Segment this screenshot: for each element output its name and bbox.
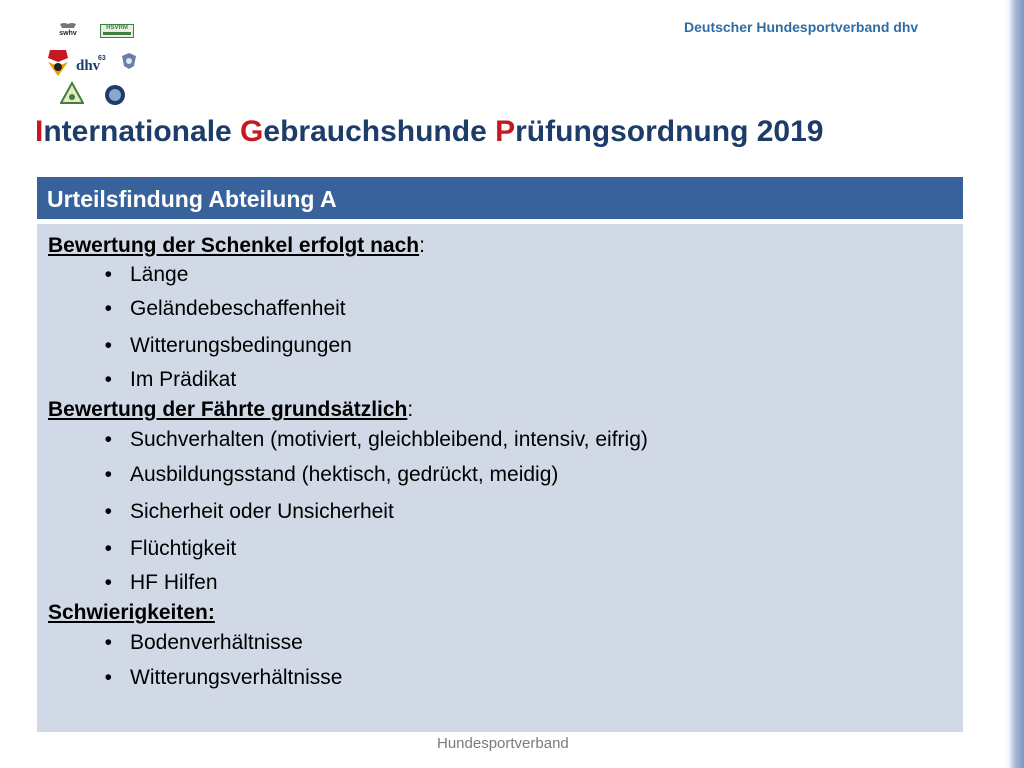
table-header: Urteilsfindung Abteilung A bbox=[37, 177, 963, 222]
swhv-logo-text: swhv bbox=[59, 30, 77, 36]
page-title bbox=[35, 115, 823, 149]
dhv-logo bbox=[74, 52, 114, 74]
footer-text: Hundesportverband bbox=[437, 735, 569, 752]
title-part-gebrauchshunde: ebrauchshunde bbox=[263, 115, 496, 148]
list-item: • Sicherheit oder Unsicherheit bbox=[48, 493, 963, 530]
list-item: • Im Prädikat bbox=[48, 364, 963, 396]
dog-club-badge-icon bbox=[44, 48, 72, 78]
bullet-icon: • bbox=[104, 500, 112, 523]
hsvrm-logo bbox=[100, 24, 134, 38]
title-letter-p: P bbox=[495, 115, 516, 148]
right-edge-decoration bbox=[1010, 0, 1024, 768]
title-part-internationale: nternationale bbox=[43, 115, 241, 148]
dhv-logo-text: dhv bbox=[76, 58, 101, 74]
title-part-pruefungsordnung: rüfungsordnung 2019 bbox=[515, 115, 824, 148]
swhv-logo bbox=[56, 22, 80, 36]
list-item: • Witterungsbedingungen bbox=[48, 327, 963, 364]
hsvrm-logo-text: HSVRM bbox=[106, 25, 128, 31]
list-item: • Bodenverhältnisse bbox=[48, 627, 963, 659]
list-item: • Flüchtigkeit bbox=[48, 530, 963, 567]
list-item: • Witterungsverhältnisse bbox=[48, 659, 963, 696]
list-schenkel bbox=[48, 260, 963, 396]
list-item: • Suchverhalten (motiviert, gleichbleibend, intensiv, eifrig) bbox=[48, 424, 963, 456]
list-item: • Ausbildungsstand (hektisch, gedrückt, meidig) bbox=[48, 456, 963, 493]
bullet-icon: • bbox=[104, 537, 112, 560]
bullet-icon: • bbox=[104, 571, 112, 594]
list-schwierigkeiten bbox=[48, 627, 963, 696]
organization-name: Deutscher Hundesportverband dhv bbox=[684, 19, 919, 35]
round-emblem-icon bbox=[104, 84, 126, 106]
list-item: • HF Hilfen bbox=[48, 567, 963, 599]
bullet-icon: • bbox=[104, 631, 112, 654]
dhv-logo-number: 63 bbox=[98, 55, 106, 62]
bullet-icon: • bbox=[104, 463, 112, 486]
bullet-icon: • bbox=[104, 428, 112, 451]
bullet-icon: • bbox=[104, 297, 112, 320]
section-heading-faehrte: Bewertung der Fährte grundsätzlich: bbox=[48, 398, 414, 421]
bullet-icon: • bbox=[104, 263, 112, 286]
list-faehrte bbox=[48, 424, 963, 599]
section-heading-schwierigkeiten: Schwierigkeiten: bbox=[48, 601, 215, 624]
bullet-icon: • bbox=[104, 368, 112, 391]
title-letter-g: G bbox=[240, 115, 264, 148]
club-emblem-icon bbox=[120, 52, 138, 70]
title-letter-i: I bbox=[35, 115, 44, 148]
list-item: • Länge bbox=[48, 260, 963, 290]
section-heading-schenkel: Bewertung der Schenkel erfolgt nach: bbox=[48, 234, 425, 257]
triangle-emblem-icon bbox=[60, 82, 84, 104]
list-item: • Geländebeschaffenheit bbox=[48, 290, 963, 327]
bullet-icon: • bbox=[104, 334, 112, 357]
bullet-icon: • bbox=[104, 666, 112, 689]
table-body bbox=[37, 224, 963, 732]
logo-cluster bbox=[34, 18, 144, 110]
